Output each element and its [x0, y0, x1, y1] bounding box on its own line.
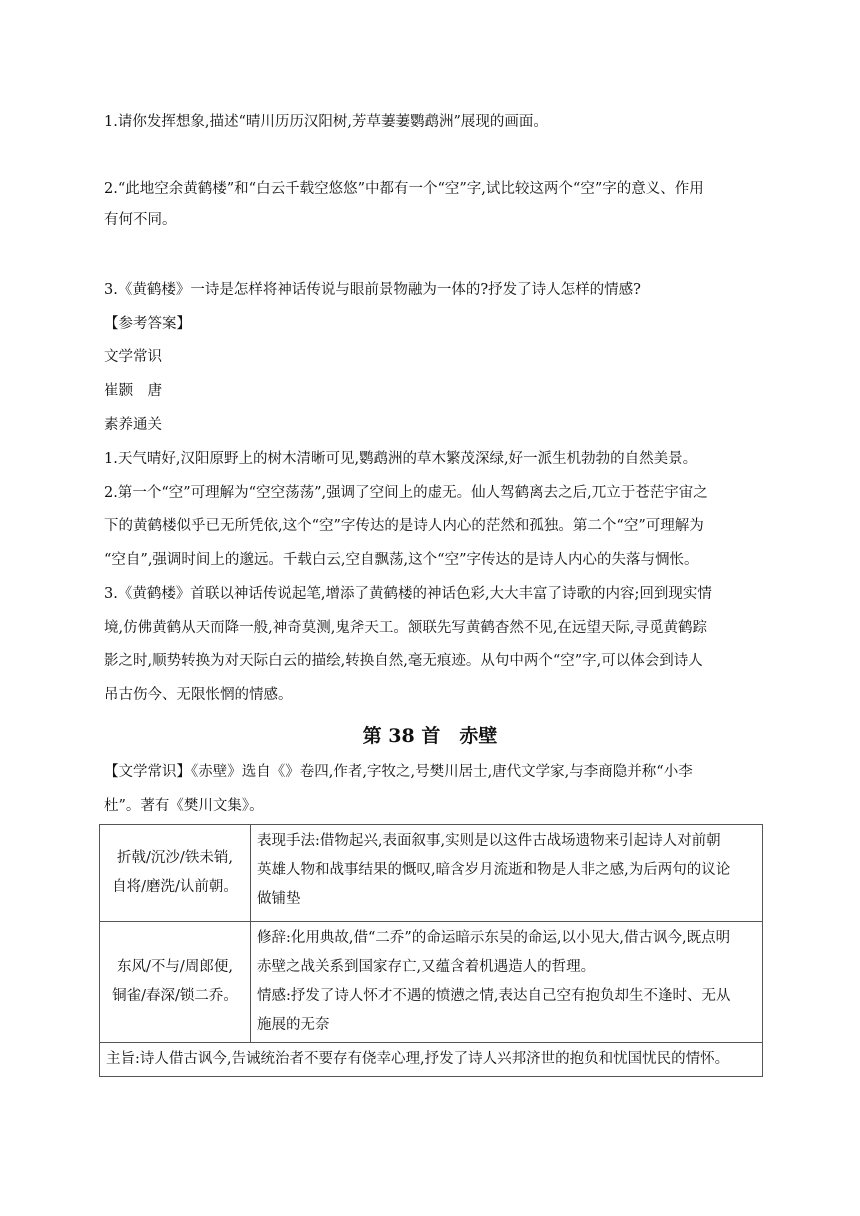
- analysis-line: 表现手法:借物起兴,表面叙事,实则是以这件古战场遗物来引起诗人对前朝: [257, 833, 721, 849]
- question-3: 3.《黄鹤楼》一诗是怎样将神话传说与眼前景物融为一体的?抒发了诗人怎样的情感?: [104, 282, 641, 298]
- answer-3-line-1: 3.《黄鹤楼》首联以神话传说起笔,增添了黄鹤楼的神话色彩,大大丰富了诗歌的内容;回到现实情: [104, 586, 712, 602]
- analysis-line: 施展的无奈: [257, 1017, 330, 1033]
- poem-title: 第 38 首 赤壁: [362, 725, 498, 747]
- theme-cell: 主旨:诗人借古讽今,告诫统治者不要存有侥幸心理,抒发了诗人兴邦济世的抱负和忧国忧民的情怀。: [100, 1043, 763, 1077]
- literature-answer: 崔颢 唐: [104, 383, 162, 399]
- question-2-line-1: 2.“此地空余黄鹤楼”和“白云千载空悠悠”中都有一个“空”字,试比较这两个“空”字的意义、作用: [104, 181, 704, 197]
- analysis-line: 做铺垫: [257, 891, 301, 907]
- verse-line: 东风/不与/周郎便,: [117, 959, 233, 975]
- answer-2-line-1: 2.第一个“空”可理解为“空空荡荡”,强调了空间上的虚无。仙人驾鹤离去之后,兀立于苍茫宇宙之: [104, 485, 708, 501]
- verse-cell: [100, 825, 251, 922]
- section-label: 素养通关: [104, 417, 162, 433]
- analysis-line: 赤壁之战关系到国家存亡,又蕴含着机遇造人的哲理。: [257, 959, 596, 975]
- question-1: 1.请你发挥想象,描述“晴川历历汉阳树,芳草萋萋鹦鹉洲”展现的画面。: [104, 114, 548, 130]
- answer-3-line-4: 吊古伤今、无限怅惘的情感。: [104, 687, 293, 703]
- verse-cell: [100, 922, 251, 1043]
- poem-intro-line-2: 杜”。著有《樊川文集》。: [104, 798, 264, 814]
- poem-intro-line-1: 【文学常识】《赤壁》选自《》卷四,作者,字牧之,号樊川居士,唐代文学家,与李商隐并称“小李: [104, 764, 693, 780]
- analysis-line: 英雄人物和战事结果的慨叹,暗含岁月流逝和物是人非之感,为后两句的议论: [257, 862, 731, 878]
- table-row: [100, 922, 763, 1043]
- poem-analysis-table: [99, 824, 763, 1077]
- verse-line: 自将/磨洗/认前朝。: [112, 879, 238, 895]
- answer-heading: 【参考答案】: [104, 316, 191, 332]
- table-row: [100, 1043, 763, 1077]
- table-row: [100, 825, 763, 922]
- answer-3-line-3: 影之时,顺势转换为对天际白云的描绘,转换自然,毫无痕迹。从句中两个“空”字,可以体会到诗人: [104, 653, 703, 669]
- question-2-line-2: 有何不同。: [104, 212, 177, 228]
- analysis-cell: [251, 825, 763, 922]
- verse-line: 折戟/沉沙/铁未销,: [117, 850, 233, 866]
- analysis-line: 情感:抒发了诗人怀才不遇的愤懑之情,表达自己空有抱负却生不逢时、无从: [257, 988, 731, 1004]
- verse-line: 铜雀/春深/锁二乔。: [112, 988, 238, 1004]
- analysis-cell: [251, 922, 763, 1043]
- answer-2-line-2: 下的黄鹤楼似乎已无所凭依,这个“空”字传达的是诗人内心的茫然和孤独。第二个“空”可理解为: [104, 518, 704, 534]
- literature-label: 文学常识: [104, 349, 162, 365]
- analysis-line: 修辞:化用典故,借“二乔”的命运暗示东吴的命运,以小见大,借古讽今,既点明: [257, 930, 731, 946]
- answer-1: 1.天气晴好,汉阳原野上的树木清晰可见,鹦鹉洲的草木繁茂深绿,好一派生机勃勃的自然美景。: [104, 451, 698, 467]
- answer-3-line-2: 境,仿佛黄鹤从天而降一般,神奇莫测,鬼斧天工。颔联先写黄鹤杳然不见,在远望天际,寻觅黄鹤踪: [104, 620, 708, 636]
- answer-2-line-3: “空自”,强调时间上的邈远。千载白云,空自飘荡,这个“空”字传达的是诗人内心的失落与惆怅。: [104, 552, 699, 568]
